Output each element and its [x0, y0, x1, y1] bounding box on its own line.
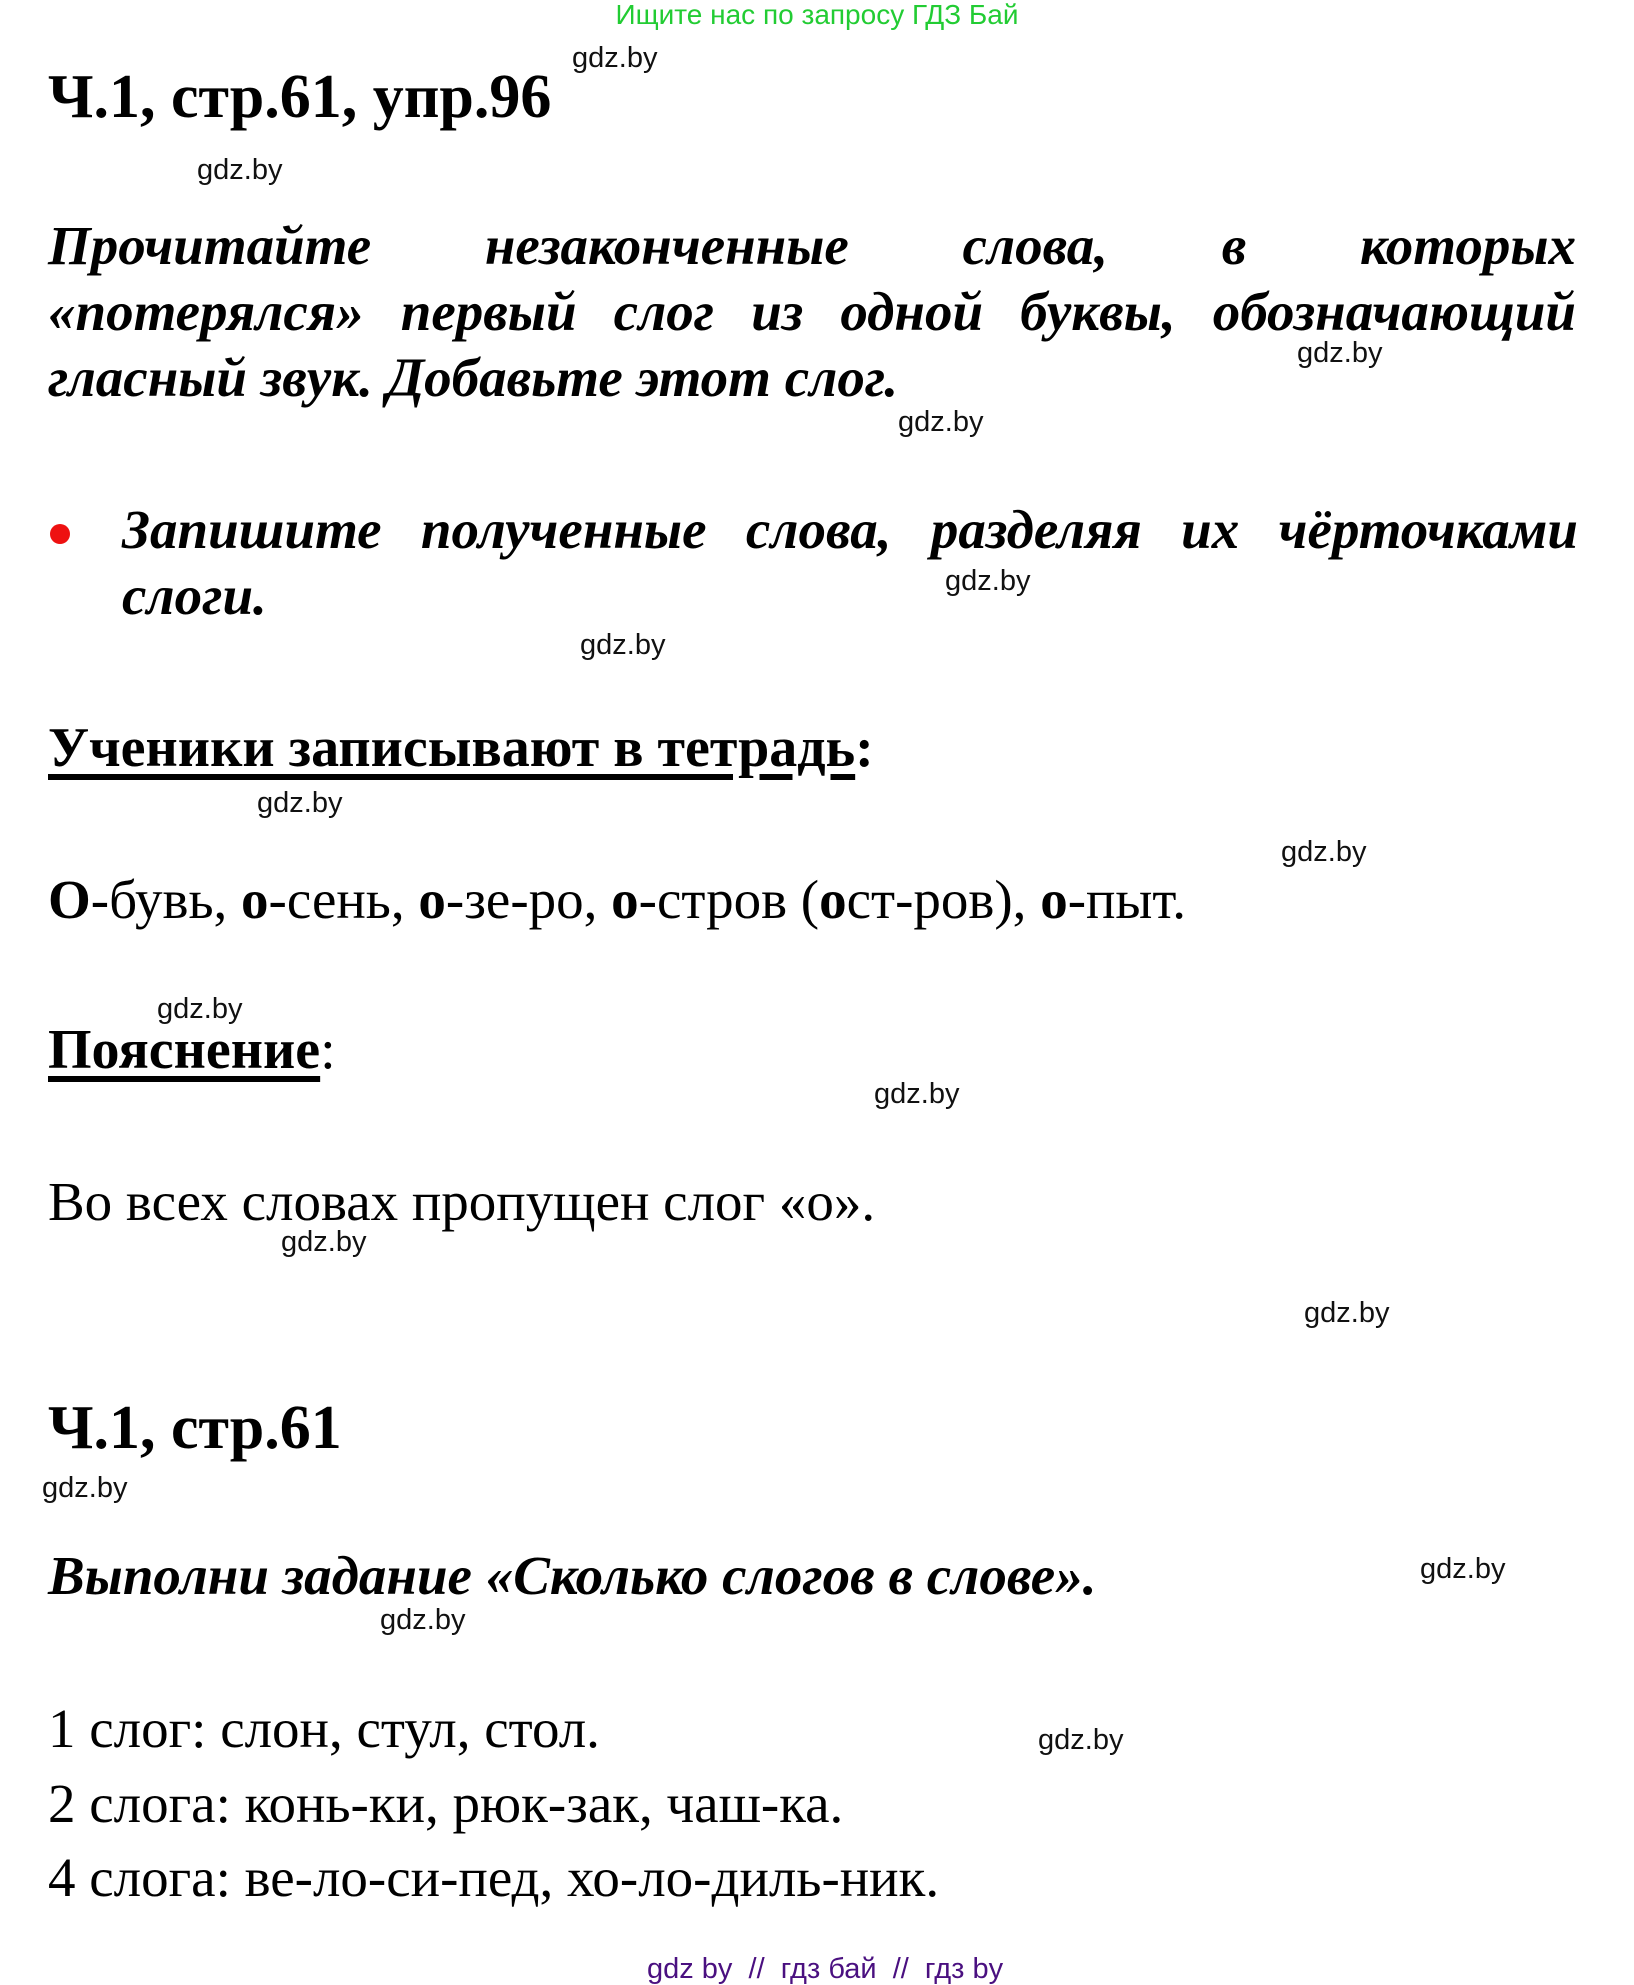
explanation-heading-text: Пояснение [48, 1019, 321, 1081]
syllable-line-1: 1 слог: слон, стул, стол. [48, 1698, 600, 1759]
footer-text: gdz by // гдз бай // гдз by [646, 1953, 1004, 1985]
task-line: гласный звук. Добавьте этот слог. [48, 347, 899, 408]
bullet-line: слоги. [122, 565, 267, 626]
watermark: gdz.by [197, 154, 283, 186]
students-heading-text: Ученики записывают в тетрадь [48, 717, 856, 779]
watermark: gdz.by [1281, 836, 1367, 868]
watermark: gdz.by [380, 1604, 466, 1636]
watermark: gdz.by [157, 993, 243, 1025]
answer-line [48, 868, 1186, 932]
students-heading [48, 716, 874, 780]
answer-rest: -сень, [268, 869, 419, 930]
answer-syllable: о [241, 869, 269, 930]
section2-title: Ч.1, стр.61 [48, 1394, 342, 1462]
watermark: gdz.by [281, 1226, 367, 1258]
watermark: gdz.by [42, 1472, 128, 1504]
exercise-title: Ч.1, стр.61, упр.96 [48, 63, 552, 131]
answer-syllable: о [418, 869, 446, 930]
watermark: gdz.by [874, 1078, 960, 1110]
footer [0, 1921, 1634, 1985]
answer-syllable: О [48, 869, 91, 930]
answer-rest: -стров ( [638, 869, 820, 930]
task-paragraph [48, 213, 1576, 411]
explanation-heading-colon: : [320, 1019, 336, 1081]
answer-rest: ст-ров), [846, 869, 1041, 930]
syllable-line-2: 2 слога: конь-ки, рюк-зак, чаш-ка. [48, 1773, 844, 1834]
bullet-line: Запишите полученные слова, разделяя их чёрточками [122, 499, 1578, 560]
search-banner-text: Ищите нас по запросу ГДЗ Бай [615, 0, 1019, 30]
watermark: gdz.by [898, 406, 984, 438]
students-heading-colon: : [855, 717, 874, 779]
answer-rest: -пыт. [1067, 869, 1187, 930]
watermark: gdz.by [257, 787, 343, 819]
answer-syllable: о [611, 869, 639, 930]
answer-rest: -бувь, [90, 869, 242, 930]
watermark: gdz.by [1297, 337, 1383, 369]
answer-rest: -зе-ро, [445, 869, 612, 930]
watermark: gdz.by [945, 565, 1031, 597]
watermark: gdz.by [1420, 1553, 1506, 1585]
answer-syllable: о [1040, 869, 1068, 930]
watermark: gdz.by [572, 42, 658, 74]
section2-task: Выполни задание «Сколько слогов в слове». [48, 1545, 1097, 1606]
task-line: «потерялся» первый слог из одной буквы, обозначающий [48, 281, 1576, 342]
search-banner [0, 0, 1634, 30]
watermark: gdz.by [1038, 1724, 1124, 1756]
syllable-line-4: 4 слога: ве-ло-си-пед, хо-ло-диль-ник. [48, 1847, 940, 1908]
bullet-icon [50, 524, 70, 544]
explanation-heading [48, 1018, 336, 1082]
watermark: gdz.by [1304, 1297, 1390, 1329]
watermark: gdz.by [580, 629, 666, 661]
explanation-text: Во всех словах пропущен слог «о». [48, 1171, 876, 1232]
answer-syllable: о [819, 869, 847, 930]
bullet-paragraph [122, 497, 1578, 629]
task-line: Прочитайте незаконченные слова, в которых [48, 215, 1576, 276]
